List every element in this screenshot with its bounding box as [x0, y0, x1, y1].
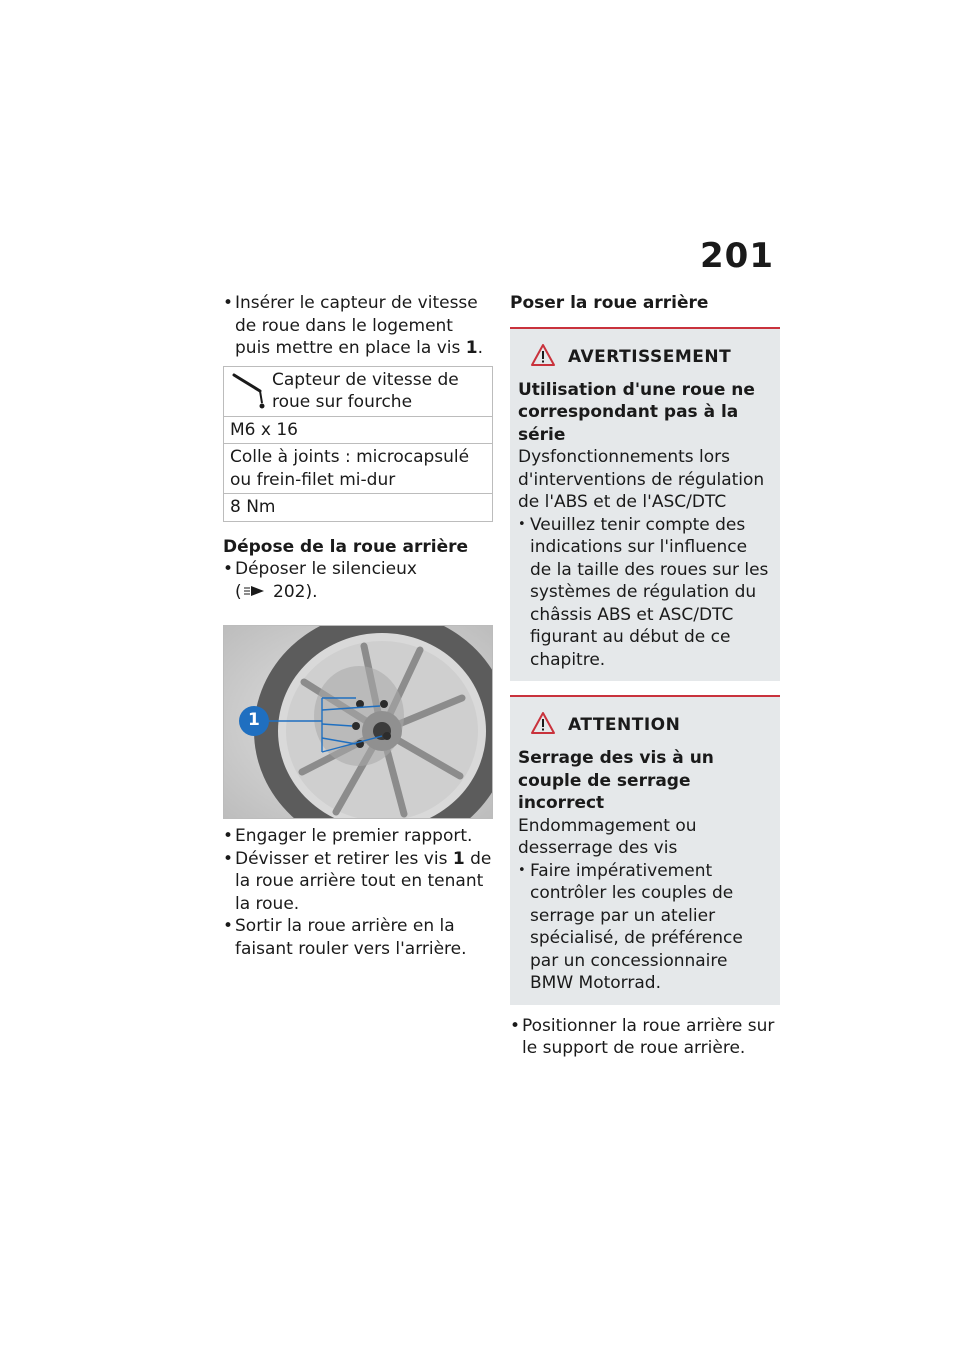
step-position-wheel: • Positionner la roue arrière sur le support de roue arrière. — [510, 1015, 780, 1060]
callout-number: 1 — [248, 710, 260, 730]
step-insert-sensor: • Insérer le capteur de vitesse de roue dans le logement puis mettre en place la vis 1. — [223, 292, 493, 360]
section-title-removal: Dépose de la roue arrière — [223, 536, 469, 557]
step-remove-silencer: • Déposer le silencieux ( 202). — [223, 558, 493, 603]
warning-triangle-icon — [530, 343, 556, 371]
spec-title: Capteur de vitesse de roue sur fourche — [272, 369, 459, 412]
spec-torque: 8 Nm — [224, 493, 492, 521]
left-column — [223, 292, 493, 960]
spec-adhesive: Colle à joints : microcapsulé ou frein-filet mi-dur — [224, 443, 492, 493]
attention-box — [510, 695, 780, 1005]
page-reference: 202). — [273, 581, 318, 602]
warning-body: Dysfonctionnements lors d'interventions de régulation de l'ABS et de l'ASC/DTC — [518, 447, 765, 512]
attention-point: • Faire impérativement contrôler les couples de serrage par un atelier spécialisé, de préférence par un concessionnaire BMW Motorrad. — [518, 860, 772, 995]
attention-label: ATTENTION — [568, 715, 681, 735]
step-roll-out: • Sortir la roue arrière en la faisant rouler vers l'arrière. — [223, 915, 493, 960]
step-engage-gear: • Engager le premier rapport. — [223, 825, 493, 848]
spec-header — [224, 367, 492, 416]
warning-triangle-icon — [530, 711, 556, 739]
callout-ref: 1 — [452, 848, 465, 869]
arrow-ref-icon — [242, 581, 268, 604]
torque-spec-table — [223, 366, 493, 522]
warning-heading: Utilisation d'une roue ne correspondant pas à la série — [518, 379, 755, 445]
right-column — [510, 292, 780, 1060]
section-title-install: Poser la roue arrière — [510, 293, 709, 313]
warning-point: • Veuillez tenir compte des indications sur l'influence de la taille des roues sur les systèmes de régulation du châssis ABS et ASC/DTC figurant au début de ce chapitre. — [518, 514, 772, 672]
warning-box — [510, 327, 780, 682]
callout-ref: 1 — [465, 338, 478, 358]
step-unscrew: • Dévisser et retirer les vis 1 de la roue arrière tout en tenant la roue. — [223, 848, 493, 916]
spec-screw-size: M6 x 16 — [224, 416, 492, 444]
attention-heading: Serrage des vis à un couple de serrage incorrect — [518, 748, 714, 813]
wrench-icon — [230, 369, 272, 413]
attention-body: Endommagement ou desserrage des vis — [518, 815, 697, 858]
warning-label: AVERTISSEMENT — [568, 346, 732, 367]
rear-wheel-figure — [223, 625, 493, 819]
page-number: 201 — [700, 236, 774, 276]
